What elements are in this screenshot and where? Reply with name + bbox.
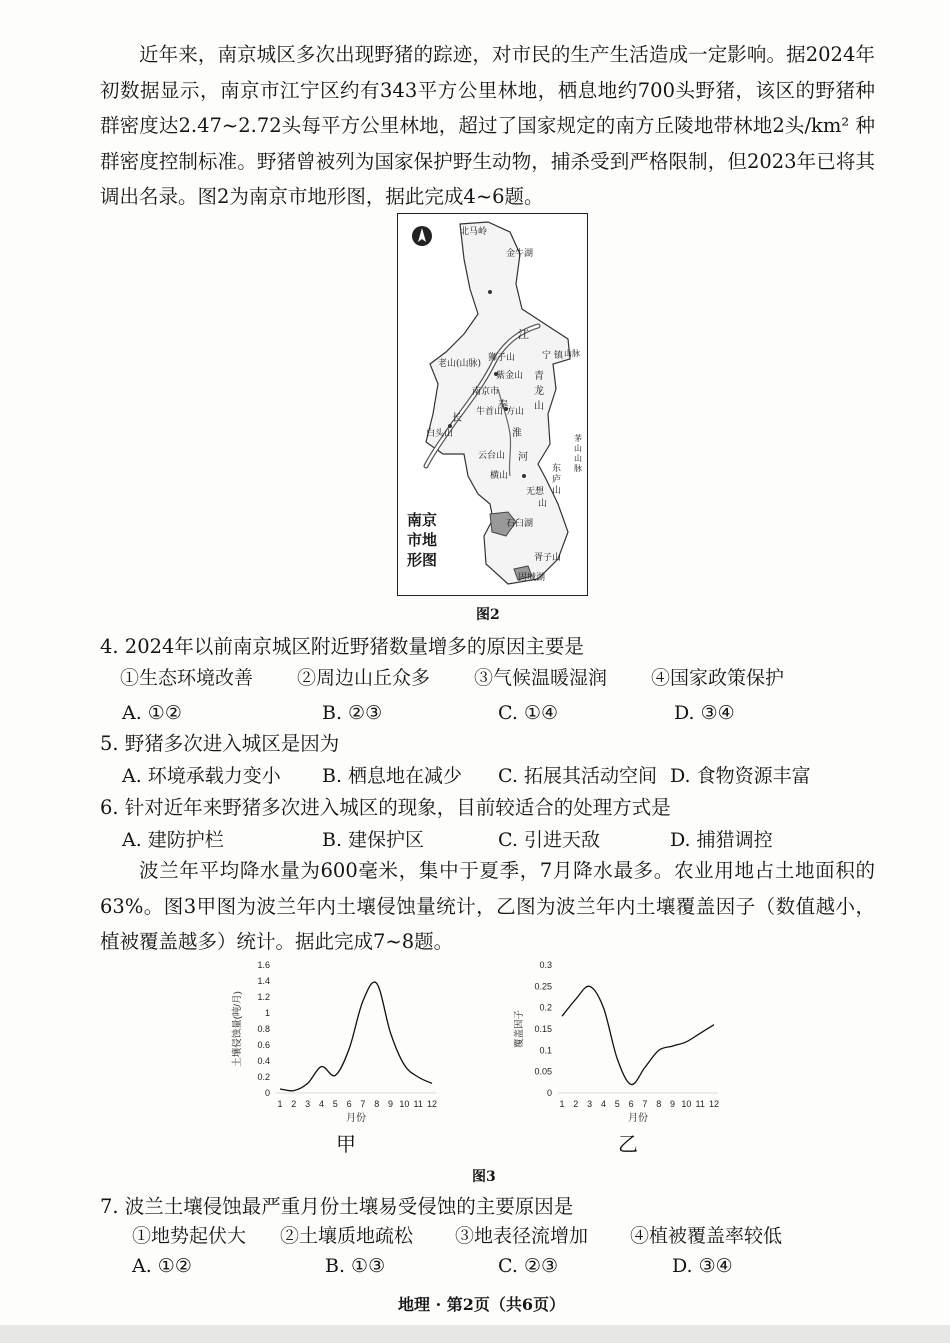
map-label-niushoushan: 牛首山 (476, 407, 504, 417)
q5-option-a[interactable]: A. 环境承载力变小 (122, 765, 281, 787)
q7-option-a[interactable]: A. ①② (132, 1255, 192, 1277)
map-label-jinniuhu: 金牛湖 (506, 249, 534, 259)
chart-yi-ylabel: 覆盖因子 (514, 1009, 525, 1049)
q7-option-c[interactable]: C. ②③ (498, 1255, 559, 1277)
chart-jia-xtick: 10 (399, 1099, 410, 1109)
map-label-shan2: 山 (538, 499, 548, 509)
chart-jia-xlabel: 月份 (346, 1113, 366, 1124)
question-6-stem: 6. 针对近年来野猪多次进入城区的现象，目前较适合的处理方式是 (100, 796, 671, 819)
map-label-guchenghu: 固城湖 (518, 573, 546, 583)
map-title-line-1: 南京 (406, 511, 437, 529)
chart-yi-ytick: 0.2 (539, 1002, 552, 1013)
q7-item-3: ③地表径流增加 (455, 1225, 589, 1247)
chart-jia-ytick: 0.6 (257, 1040, 270, 1050)
q4-option-b[interactable]: B. ②③ (322, 702, 383, 724)
chart-jia-xtick: 3 (305, 1099, 311, 1109)
chart-yi-ytick: 0.05 (534, 1066, 552, 1077)
map-title-line-2: 市地 (406, 531, 437, 549)
chart-yi-xtick: 8 (656, 1099, 662, 1109)
q7-item-4: ④植被覆盖率较低 (630, 1225, 783, 1247)
chart-yi-xlabel: 月份 (628, 1113, 648, 1124)
q6-option-d[interactable]: D. 捕猎调控 (670, 829, 773, 851)
map-label-ning: 宁 (542, 351, 552, 361)
q4-item-3: ③气候温暖湿润 (474, 667, 608, 689)
chart-yi-xtick: 2 (573, 1099, 579, 1109)
map-label-huai: 淮 (512, 428, 522, 439)
q4-option-c[interactable]: C. ①④ (498, 702, 559, 724)
map-label-zijinshan: 紫金山 (496, 371, 524, 381)
chart-jia-xtick: 11 (413, 1099, 423, 1109)
chart-jia-ytick: 1.4 (257, 976, 270, 986)
chart-yi (510, 955, 750, 1160)
chart-yi-xtick: 10 (681, 1099, 692, 1109)
q4-item-1: ①生态环境改善 (120, 667, 254, 689)
map-label-baitoushan: 白头山 (426, 429, 454, 439)
page-footer: 地理 · 第2页（共6页） (398, 1295, 565, 1314)
nanjing-terrain-map (397, 213, 588, 596)
scan-bottom-edge (0, 1325, 950, 1343)
q7-option-b[interactable]: B. ①③ (325, 1255, 386, 1277)
map-label-maling: 北马岭 (460, 227, 488, 237)
chart-jia-series-line (280, 982, 432, 1091)
map-label-dongxushan: 东庐山 (552, 464, 562, 496)
q5-option-d[interactable]: D. 食物资源丰富 (670, 765, 811, 787)
chart-yi-series-line (562, 986, 714, 1084)
map-label-hengshan: 横山 (490, 471, 509, 481)
chart-jia-ytick: 1 (264, 1008, 270, 1018)
q6-option-a[interactable]: A. 建防护栏 (122, 829, 224, 851)
chart-jia-ytick: 0.8 (257, 1024, 270, 1034)
q6-option-c[interactable]: C. 引进天敌 (498, 829, 600, 851)
q7-item-2: ②土壤质地疏松 (280, 1225, 414, 1247)
chart-jia-ytick: 0 (264, 1088, 270, 1098)
map-label-qing: 青 (534, 371, 544, 382)
map-title (400, 510, 444, 570)
figure-3-caption: 图3 (472, 1169, 496, 1185)
q4-item-2: ②周边山丘众多 (297, 667, 431, 689)
map-label-jiang: 江 (518, 328, 529, 341)
map-label-xuzishan: 胥子山 (534, 553, 562, 563)
q7-option-d[interactable]: D. ③④ (672, 1255, 733, 1277)
map-label-yuntaishan: 云台山 (478, 451, 506, 461)
chart-yi-xtick: 3 (587, 1099, 593, 1109)
map-label-wuxiang: 无想 (526, 487, 545, 497)
chart-jia (228, 955, 468, 1160)
question-4-stem: 4. 2024年以前南京城区附近野猪数量增多的原因主要是 (100, 635, 584, 658)
map-label-long: 龙 (534, 386, 544, 397)
chart-yi-ytick: 0 (546, 1088, 552, 1098)
chart-jia-xtick: 12 (426, 1099, 438, 1109)
map-title-line-3: 形图 (406, 551, 437, 569)
map-label-zhen: 镇 (554, 351, 564, 361)
chart-yi-ytick: 0.15 (534, 1024, 552, 1034)
chart-jia-xtick: 1 (277, 1099, 283, 1109)
map-label-he: 河 (518, 452, 528, 463)
chart-yi-xtick: 7 (642, 1099, 648, 1109)
chart-jia-xtick: 5 (332, 1099, 338, 1109)
chart-yi-xtick: 6 (628, 1099, 634, 1109)
chart-jia-xtick: 8 (374, 1099, 380, 1109)
map-label-nanjingshi: 南京市 (472, 387, 500, 397)
map-label-chang: 长 (452, 413, 462, 424)
chart-jia-ylabel: 土壤侵蚀量(吨/月) (232, 991, 243, 1067)
q4-option-a[interactable]: A. ①② (122, 702, 182, 724)
map-label-shan: 山 (534, 401, 544, 412)
chart-jia-xtick: 9 (388, 1099, 394, 1109)
q5-option-c[interactable]: C. 拓展其活动空间 (498, 765, 657, 787)
q4-item-4: ④国家政策保护 (651, 667, 785, 689)
map-label-laoshan: 老山(山脉) (438, 359, 482, 369)
chart-jia-title: 甲 (336, 1134, 356, 1156)
chart-yi-xtick: 4 (600, 1099, 606, 1109)
map-label-maoshan: 茅山山脉 (574, 434, 582, 473)
chart-yi-xtick: 12 (708, 1099, 720, 1109)
chart-jia-xtick: 2 (291, 1099, 297, 1109)
chart-yi-title: 乙 (618, 1134, 638, 1156)
figure-2-caption: 图2 (476, 607, 500, 623)
chart-jia-xtick: 6 (346, 1099, 352, 1109)
chart-yi-xtick: 9 (670, 1099, 676, 1109)
chart-jia-ytick: 0.2 (257, 1072, 270, 1082)
chart-yi-xtick: 5 (614, 1099, 620, 1109)
chart-yi-ytick: 0.25 (534, 981, 552, 992)
map-label-shizishan: 狮子山 (488, 353, 516, 363)
chart-yi-xtick: 11 (695, 1099, 705, 1109)
map-label-shijiuhu: 石臼湖 (506, 519, 534, 529)
chart-jia-xtick: 7 (360, 1099, 366, 1109)
chart-jia-xtick: 4 (318, 1099, 324, 1109)
q6-option-b[interactable]: B. 建保护区 (322, 829, 425, 851)
chart-yi-ytick: 0.3 (539, 960, 552, 970)
chart-yi-ytick: 0.1 (539, 1045, 552, 1056)
q4-option-d[interactable]: D. ③④ (674, 702, 735, 724)
map-label-shanmai: 山脉 (564, 349, 580, 358)
chart-jia-ytick: 1.6 (257, 960, 270, 970)
map-label-fangshan: 方山 (506, 407, 525, 417)
chart-jia-ytick: 1.2 (257, 992, 270, 1002)
intro-paragraph-2: 波兰年平均降水量为600毫米，集中于夏季，7月降水最多。农业用地占土地面积的63%。图3甲图为波兰年内土壤侵蚀量统计，乙图为波兰年内土壤覆盖因子（数值越小，植被覆盖越多）统计。据此完成7~8题。 (100, 859, 875, 953)
question-5-stem: 5. 野猪多次进入城区是因为 (100, 732, 340, 755)
q5-option-b[interactable]: B. 栖息地在减少 (322, 765, 463, 787)
map-label-qin: 秦 (498, 400, 508, 411)
chart-yi-xtick: 1 (559, 1099, 565, 1109)
question-7-stem: 7. 波兰土壤侵蚀最严重月份土壤易受侵蚀的主要原因是 (100, 1195, 574, 1218)
intro-paragraph-1: 近年来，南京城区多次出现野猪的踪迹，对市民的生产生活造成一定影响。据2024年初数据显示，南京市江宁区约有343平方公里林地，栖息地约700头野猪，该区的野猪种群密度达2.47~2.72头每平方公里林地，超过了国家规定的南方丘陵地带林地2头/km² 种群密度控制标准。野猪曾被列为国家保护野生动物，捕杀受到严格限制，但2023年已将其调出名录。图2为南京市地形图，据此完成4~6题。 (100, 43, 875, 208)
q7-item-1: ①地势起伏大 (132, 1225, 247, 1247)
chart-jia-ytick: 0.4 (257, 1056, 270, 1066)
